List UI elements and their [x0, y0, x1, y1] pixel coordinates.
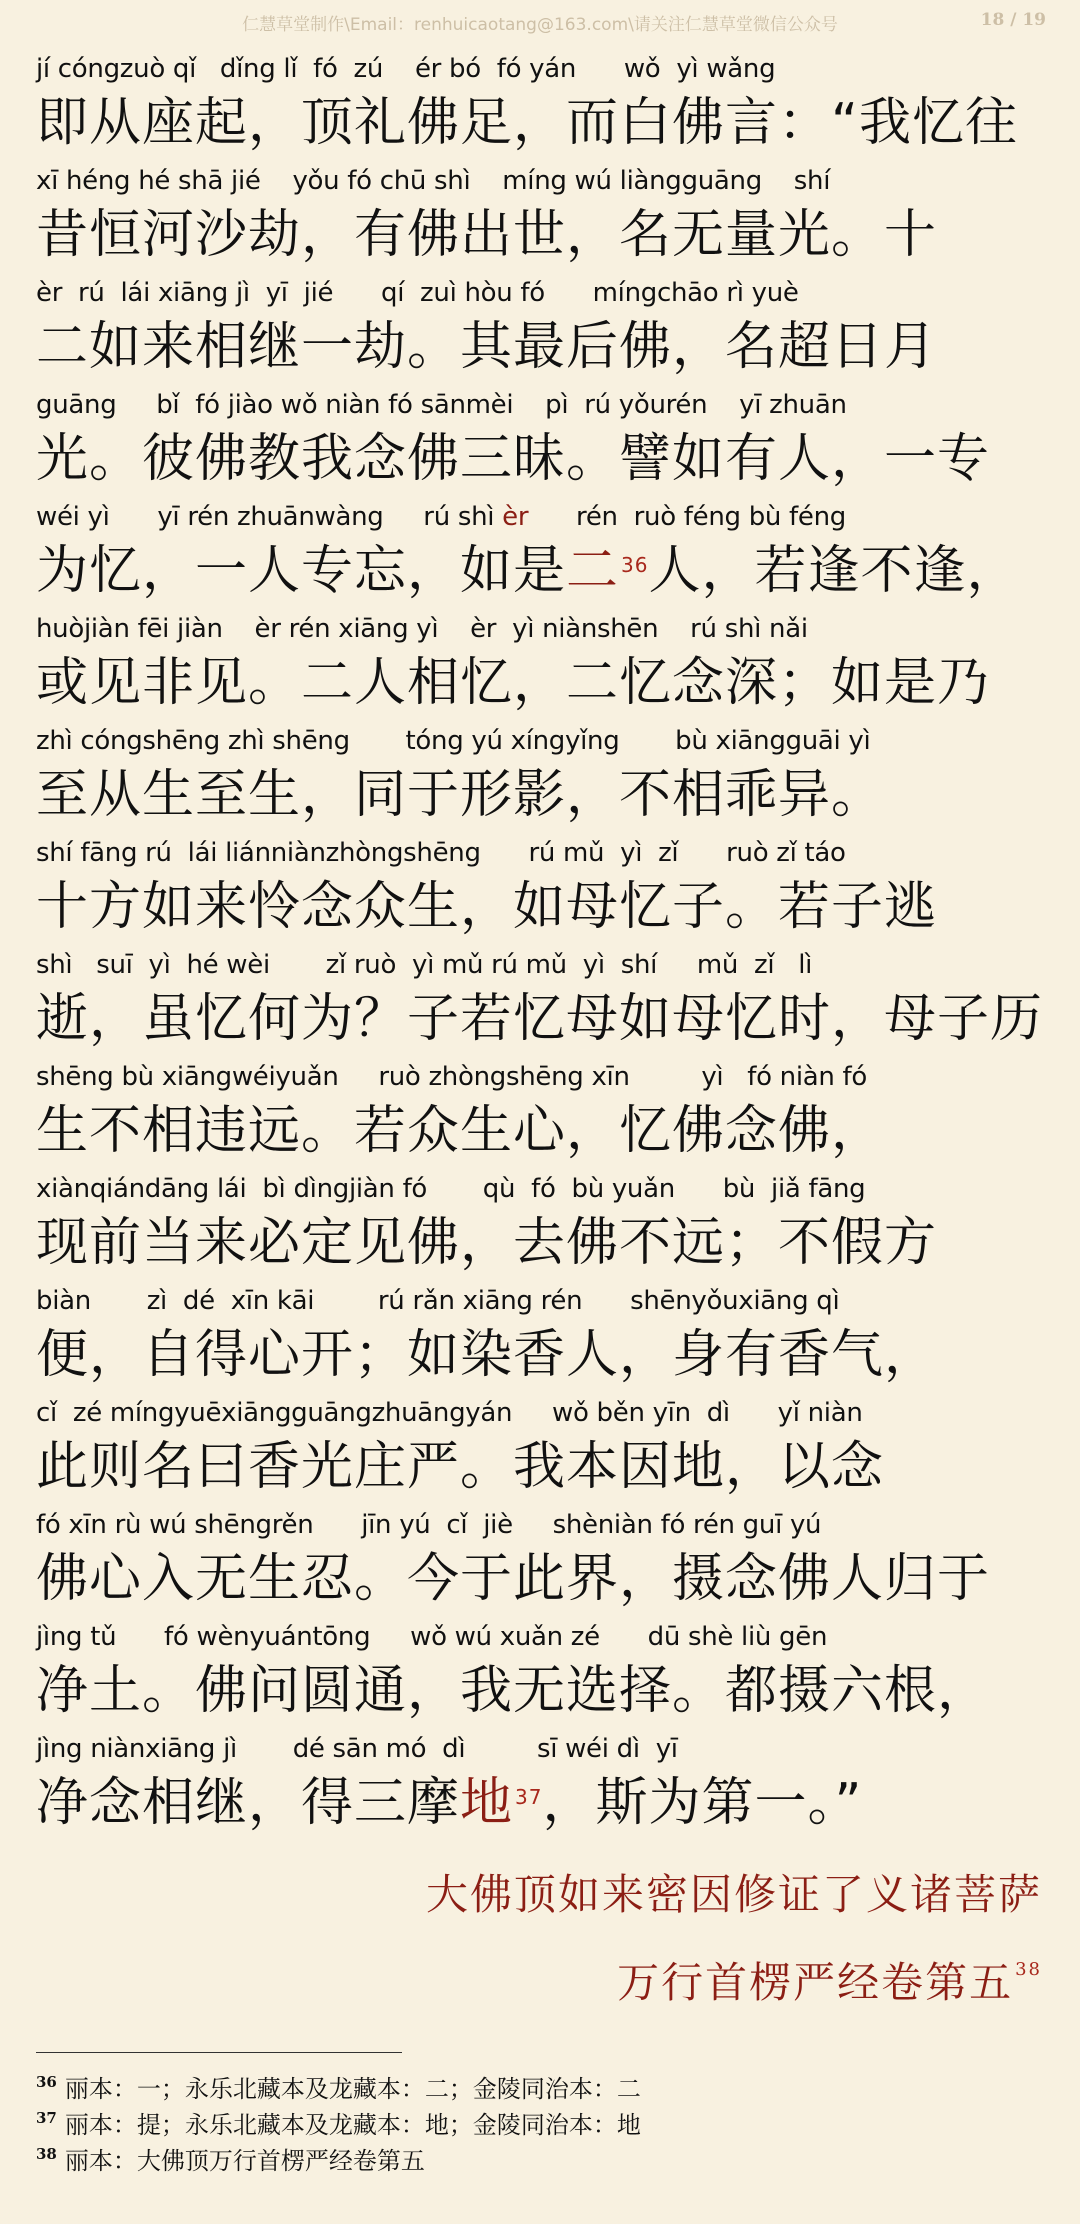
text-line — [36, 44, 1046, 156]
hanzi-row: 即从座起，顶礼佛足，而白佛言：“我忆往 — [36, 92, 1018, 153]
footnote-37 — [36, 2100, 641, 2139]
text-line — [36, 1388, 1046, 1500]
scripture-text — [36, 44, 1046, 1836]
hanzi-row — [36, 1764, 1046, 1833]
hanzi-row: 十方如来怜念众生，如母忆子。若子逃 — [36, 876, 938, 937]
text-line — [36, 1276, 1046, 1388]
text-line — [36, 828, 1046, 940]
footnote-text: 丽本：一；永乐北藏本及龙藏本：二；金陵同治本：二 — [64, 2075, 641, 2103]
pinyin-row: èr rú lái xiāng jì yī jié qí zuì hòu fó míngchāo rì yuè — [36, 278, 799, 308]
hanzi-segment: 为忆，一人专忘，如是 — [36, 540, 567, 601]
pinyin-row: jí cóngzuò qǐ dǐng lǐ fó zú ér bó fó yán wǒ yì wǎng — [36, 54, 776, 84]
hanzi-row: 光。彼佛教我念佛三昧。譬如有人，一专 — [36, 428, 991, 489]
text-line — [36, 1724, 1046, 1836]
text-line — [36, 156, 1046, 268]
page-header — [0, 10, 1080, 40]
pinyin-row: huòjiàn fēi jiàn èr rén xiāng yì èr yì niànshēn rú shì nǎi — [36, 614, 808, 644]
pinyin-row: cǐ zé míngyuēxiāngguāngzhuāngyán wǒ běn yīn dì yǐ niàn — [36, 1398, 863, 1428]
title-line-2-text: 万行首楞严经卷第五 — [617, 1958, 1014, 2007]
text-line — [36, 1164, 1046, 1276]
hanzi-row: 佛心入无生忍。今于此界，摄念佛人归于 — [36, 1548, 991, 1609]
header-credit: 仁慧草堂制作\Email：renhuicaotang@163.com\请关注仁慧草堂微信公众号 — [242, 15, 838, 35]
footnote-38 — [36, 2136, 641, 2175]
footnote-36 — [36, 2064, 641, 2103]
pinyin-row: biàn zì dé xīn kāi rú rǎn xiāng rén shēnyǒuxiāng qì — [36, 1286, 840, 1316]
variant-character: 地 — [460, 1772, 514, 1833]
title-line-1: 大佛顶如来密因修证了义诸菩萨 — [425, 1870, 1042, 1919]
hanzi-segment: ，斯为第一。” — [542, 1772, 863, 1833]
hanzi-row: 或见非见。二人相忆，二忆念深；如是乃 — [36, 652, 991, 713]
pinyin-row: guāng bǐ fó jiào wǒ niàn fó sānmèi pì rú yǒurén yī zhuān — [36, 390, 847, 420]
pinyin-row: zhì cóngshēng zhì shēng tóng yú xíngyǐng bù xiāngguāi yì — [36, 726, 871, 756]
hanzi-row: 生不相违远。若众生心，忆佛念佛， — [36, 1100, 885, 1161]
footnote-ref-37[interactable]: 37 — [515, 1785, 543, 1809]
text-line — [36, 492, 1046, 604]
title-line-2 — [617, 1950, 1042, 2010]
hanzi-row: 便，自得心开；如染香人，身有香气， — [36, 1324, 938, 1385]
pinyin-row: shēng bù xiāngwéiyuǎn ruò zhòngshēng xīn yì fó niàn fó — [36, 1062, 867, 1092]
hanzi-row — [36, 532, 1046, 601]
text-line — [36, 716, 1046, 828]
footnote-number: 38 — [36, 2145, 57, 2163]
pinyin-row: jìng niànxiāng jì dé sān mó dì sī wéi dì yī — [36, 1734, 678, 1764]
text-line — [36, 268, 1046, 380]
footnote-number: 37 — [36, 2109, 57, 2127]
hanzi-row: 现前当来必定见佛，去佛不远；不假方 — [36, 1212, 938, 1273]
text-line — [36, 1052, 1046, 1164]
footnote-ref-36[interactable]: 36 — [621, 553, 649, 577]
hanzi-segment: 人，若逢不逢， — [648, 540, 1020, 601]
footnote-text: 丽本：大佛顶万行首楞严经卷第五 — [64, 2147, 425, 2175]
hanzi-row: 净土。佛问圆通，我无选择。都摄六根， — [36, 1660, 991, 1721]
pinyin-row: fó xīn rù wú shēngrěn jīn yú cǐ jiè shèniàn fó rén guī yú — [36, 1510, 822, 1540]
pinyin-row: shí fāng rú lái liánniànzhòngshēng rú mǔ yì zǐ ruò zǐ táo — [36, 838, 846, 868]
footnote-text: 丽本：提；永乐北藏本及龙藏本：地；金陵同治本：地 — [64, 2111, 641, 2139]
hanzi-row: 至从生至生，同于形影，不相乖异。 — [36, 764, 885, 825]
hanzi-row: 昔恒河沙劫，有佛出世，名无量光。十 — [36, 204, 938, 265]
text-line — [36, 940, 1046, 1052]
variant-pinyin: èr — [502, 502, 529, 532]
pinyin-row: shì suī yì hé wèi zǐ ruò yì mǔ rú mǔ yì shí mǔ zǐ lì — [36, 950, 813, 980]
hanzi-row: 逝，虽忆何为？子若忆母如母忆时，母子历 — [36, 988, 1044, 1049]
hanzi-segment: 净念相继，得三摩 — [36, 1772, 461, 1833]
text-line — [36, 1612, 1046, 1724]
hanzi-row: 此则名曰香光庄严。我本因地，以念 — [36, 1436, 885, 1497]
pinyin-row: xī héng hé shā jié yǒu fó chū shì míng wú liàngguāng shí — [36, 166, 831, 196]
hanzi-row: 二如来相继一劫。其最后佛，名超日月 — [36, 316, 938, 377]
footnote-number: 36 — [36, 2073, 57, 2091]
text-line — [36, 604, 1046, 716]
footnotes — [36, 2064, 641, 2175]
footnote-divider — [36, 2052, 402, 2053]
footnote-ref-38[interactable]: 38 — [1015, 1959, 1042, 1980]
text-line — [36, 1500, 1046, 1612]
pinyin-row: jìng tǔ fó wènyuántōng wǒ wú xuǎn zé dū shè liù gēn — [36, 1622, 828, 1652]
page-number: 18 / 19 — [980, 10, 1046, 30]
text-line — [36, 380, 1046, 492]
variant-character: 二 — [566, 540, 620, 601]
pinyin-row: wéi yì yī rén zhuānwàng rú shì èr rén ruò féng bù féng — [36, 502, 846, 532]
pinyin-row: xiànqiándāng lái bì dìngjiàn fó qù fó bù yuǎn bù jiǎ fāng — [36, 1174, 866, 1204]
